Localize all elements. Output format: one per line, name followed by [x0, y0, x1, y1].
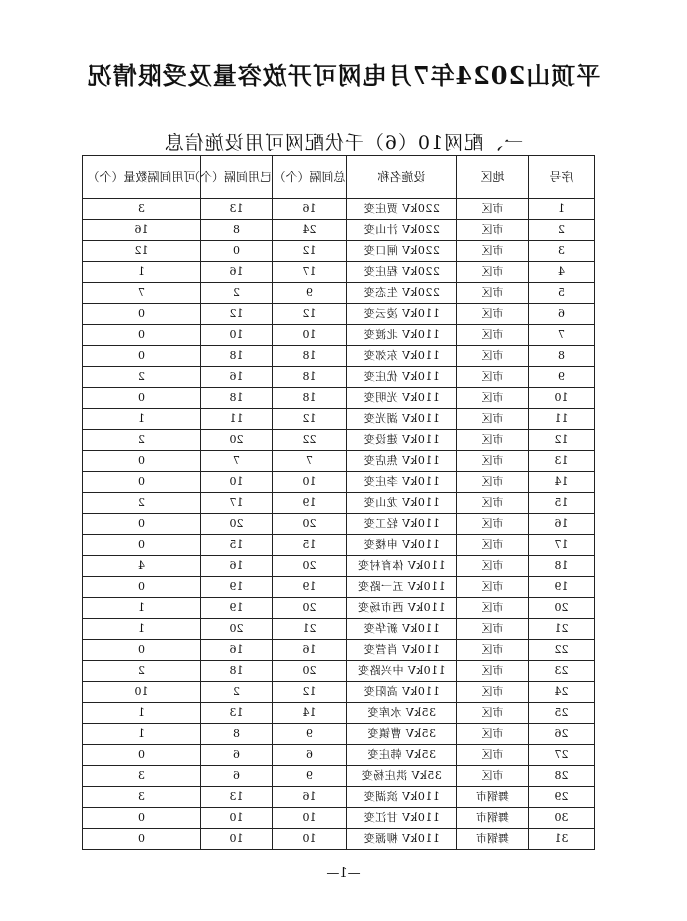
- section-title: 一、配网10（6）千伏配网可用设施信息: [163, 132, 524, 154]
- table-row: [83, 451, 595, 472]
- cell-facility: 110kV 滨湖变: [347, 787, 457, 808]
- cell-used: 20: [201, 619, 273, 640]
- cell-used: 13: [201, 703, 273, 724]
- cell-available: 0: [83, 451, 201, 472]
- cell-available: 12: [83, 241, 201, 262]
- cell-used: 16: [201, 556, 273, 577]
- cell-available: 2: [83, 661, 201, 682]
- cell-facility: 110kV 优庄变: [347, 367, 457, 388]
- cell-seq: 1: [529, 199, 595, 220]
- table-row: [83, 640, 595, 661]
- cell-seq: 31: [529, 829, 595, 850]
- cell-facility: 220kV 汁山变: [347, 220, 457, 241]
- cell-total: 10: [273, 472, 347, 493]
- cell-facility: 110kV 肖营变: [347, 640, 457, 661]
- cell-seq: 15: [529, 493, 595, 514]
- cell-seq: 7: [529, 325, 595, 346]
- cell-seq: 14: [529, 472, 595, 493]
- cell-seq: 25: [529, 703, 595, 724]
- cell-total: 6: [273, 745, 347, 766]
- table-row: [83, 262, 595, 283]
- facility-table: [82, 155, 595, 850]
- document-title: 平顶山2024年7月电网可开放容量及受限情况: [86, 61, 601, 90]
- table-row: [83, 241, 595, 262]
- table-row: [83, 619, 595, 640]
- cell-total: 20: [273, 514, 347, 535]
- cell-total: 19: [273, 493, 347, 514]
- cell-region: 市区: [457, 241, 529, 262]
- cell-total: 12: [273, 682, 347, 703]
- cell-facility: 220kV 生态变: [347, 283, 457, 304]
- cell-total: 12: [273, 304, 347, 325]
- cell-available: 1: [83, 262, 201, 283]
- cell-available: 0: [83, 346, 201, 367]
- cell-facility: 110kV 五一路变: [347, 577, 457, 598]
- cell-available: 2: [83, 367, 201, 388]
- cell-region: 市区: [457, 598, 529, 619]
- cell-seq: 16: [529, 514, 595, 535]
- cell-total: 21: [273, 619, 347, 640]
- cell-facility: 110kV 凌云变: [347, 304, 457, 325]
- cell-total: 16: [273, 199, 347, 220]
- table-row: [83, 325, 595, 346]
- cell-seq: 8: [529, 346, 595, 367]
- cell-used: 18: [201, 388, 273, 409]
- table-row: [83, 661, 595, 682]
- cell-total: 19: [273, 577, 347, 598]
- cell-facility: 35kV 韩庄变: [347, 745, 457, 766]
- cell-region: 舞钢市: [457, 808, 529, 829]
- cell-used: 13: [201, 787, 273, 808]
- cell-used: 11: [201, 409, 273, 430]
- cell-used: 6: [201, 745, 273, 766]
- cell-region: 市区: [457, 577, 529, 598]
- cell-total: 20: [273, 598, 347, 619]
- table-row: [83, 703, 595, 724]
- cell-region: 市区: [457, 556, 529, 577]
- cell-total: 12: [273, 241, 347, 262]
- table-row: [83, 766, 595, 787]
- page-number: —1—: [326, 866, 361, 881]
- cell-facility: 110kV 焦店变: [347, 451, 457, 472]
- cell-total: 12: [273, 409, 347, 430]
- cell-available: 3: [83, 766, 201, 787]
- cell-facility: 110kV 北渡变: [347, 325, 457, 346]
- cell-region: 市区: [457, 199, 529, 220]
- table-row: [83, 808, 595, 829]
- cell-region: 市区: [457, 724, 529, 745]
- cell-available: 0: [83, 640, 201, 661]
- table-row: [83, 577, 595, 598]
- cell-seq: 12: [529, 430, 595, 451]
- header-region: 地区: [457, 156, 529, 199]
- cell-total: 16: [273, 640, 347, 661]
- cell-available: 0: [83, 577, 201, 598]
- cell-region: 市区: [457, 262, 529, 283]
- cell-total: 9: [273, 724, 347, 745]
- cell-total: 7: [273, 451, 347, 472]
- cell-seq: 13: [529, 451, 595, 472]
- cell-seq: 3: [529, 241, 595, 262]
- cell-facility: 220kV 贾庄变: [347, 199, 457, 220]
- cell-used: 6: [201, 766, 273, 787]
- cell-facility: 110kV 西市场变: [347, 598, 457, 619]
- cell-region: 市区: [457, 304, 529, 325]
- table-row: [83, 829, 595, 850]
- cell-region: 市区: [457, 640, 529, 661]
- cell-available: 2: [83, 493, 201, 514]
- cell-region: 市区: [457, 430, 529, 451]
- cell-available: 4: [83, 556, 201, 577]
- cell-seq: 18: [529, 556, 595, 577]
- cell-total: 10: [273, 325, 347, 346]
- cell-facility: 35kV 洪庄杨变: [347, 766, 457, 787]
- cell-available: 0: [83, 535, 201, 556]
- cell-seq: 10: [529, 388, 595, 409]
- table-row: [83, 493, 595, 514]
- cell-region: 市区: [457, 409, 529, 430]
- cell-region: 市区: [457, 661, 529, 682]
- cell-total: 14: [273, 703, 347, 724]
- cell-seq: 21: [529, 619, 595, 640]
- cell-seq: 24: [529, 682, 595, 703]
- cell-region: 市区: [457, 619, 529, 640]
- cell-total: 24: [273, 220, 347, 241]
- cell-total: 17: [273, 262, 347, 283]
- cell-used: 2: [201, 283, 273, 304]
- cell-used: 13: [201, 199, 273, 220]
- table-row: [83, 514, 595, 535]
- cell-facility: 110kV 湖光变: [347, 409, 457, 430]
- cell-available: 0: [83, 808, 201, 829]
- header-seq: 序号: [529, 156, 595, 199]
- cell-available: 1: [83, 409, 201, 430]
- table-row: [83, 367, 595, 388]
- cell-region: 市区: [457, 703, 529, 724]
- cell-region: 舞钢市: [457, 787, 529, 808]
- cell-seq: 28: [529, 766, 595, 787]
- cell-used: 16: [201, 640, 273, 661]
- cell-facility: 110kV 柳源变: [347, 829, 457, 850]
- cell-facility: 110kV 轻工变: [347, 514, 457, 535]
- cell-total: 18: [273, 388, 347, 409]
- cell-total: 20: [273, 556, 347, 577]
- table-row: [83, 220, 595, 241]
- cell-used: 20: [201, 430, 273, 451]
- table-row: [83, 472, 595, 493]
- cell-region: 市区: [457, 283, 529, 304]
- cell-used: 19: [201, 577, 273, 598]
- table-row: [83, 199, 595, 220]
- table-row: [83, 409, 595, 430]
- table-row: [83, 283, 595, 304]
- cell-used: 8: [201, 220, 273, 241]
- header-facility: 设施名称: [347, 156, 457, 199]
- cell-used: 18: [201, 661, 273, 682]
- cell-region: 市区: [457, 682, 529, 703]
- cell-region: 市区: [457, 493, 529, 514]
- table-row: [83, 682, 595, 703]
- cell-available: 7: [83, 283, 201, 304]
- cell-region: 市区: [457, 472, 529, 493]
- cell-facility: 110kV 李庄变: [347, 472, 457, 493]
- cell-used: 2: [201, 682, 273, 703]
- cell-used: 15: [201, 535, 273, 556]
- cell-used: 10: [201, 808, 273, 829]
- table-row: [83, 745, 595, 766]
- cell-total: 10: [273, 808, 347, 829]
- header-available: 可用间隔数量（个）: [83, 156, 201, 199]
- cell-facility: 35kV 曹镇变: [347, 724, 457, 745]
- cell-region: 市区: [457, 745, 529, 766]
- cell-available: 16: [83, 220, 201, 241]
- cell-available: 0: [83, 472, 201, 493]
- table-row: [83, 430, 595, 451]
- table-row: [83, 787, 595, 808]
- cell-seq: 27: [529, 745, 595, 766]
- table-row: [83, 388, 595, 409]
- cell-seq: 4: [529, 262, 595, 283]
- cell-seq: 30: [529, 808, 595, 829]
- cell-used: 0: [201, 241, 273, 262]
- cell-region: 市区: [457, 535, 529, 556]
- cell-available: 3: [83, 787, 201, 808]
- cell-seq: 26: [529, 724, 595, 745]
- cell-used: 17: [201, 493, 273, 514]
- cell-facility: 110kV 中兴路变: [347, 661, 457, 682]
- table-row: [83, 346, 595, 367]
- cell-available: 0: [83, 745, 201, 766]
- header-total: 总间隔（个）: [273, 156, 347, 199]
- cell-available: 0: [83, 325, 201, 346]
- cell-available: 10: [83, 682, 201, 703]
- cell-facility: 220kV 程庄变: [347, 262, 457, 283]
- cell-used: 10: [201, 829, 273, 850]
- cell-available: 1: [83, 703, 201, 724]
- cell-available: 3: [83, 199, 201, 220]
- cell-region: 市区: [457, 367, 529, 388]
- cell-used: 12: [201, 304, 273, 325]
- cell-available: 0: [83, 829, 201, 850]
- cell-used: 16: [201, 262, 273, 283]
- cell-total: 18: [273, 367, 347, 388]
- cell-facility: 110kV 龙山变: [347, 493, 457, 514]
- cell-facility: 110kV 光明变: [347, 388, 457, 409]
- table-row: [83, 724, 595, 745]
- cell-seq: 11: [529, 409, 595, 430]
- table-row: [83, 598, 595, 619]
- cell-used: 10: [201, 472, 273, 493]
- cell-available: 0: [83, 388, 201, 409]
- cell-seq: 23: [529, 661, 595, 682]
- cell-used: 18: [201, 346, 273, 367]
- cell-total: 15: [273, 535, 347, 556]
- cell-available: 1: [83, 724, 201, 745]
- cell-region: 市区: [457, 388, 529, 409]
- cell-total: 22: [273, 430, 347, 451]
- table-row: [83, 304, 595, 325]
- table-row: [83, 556, 595, 577]
- cell-facility: 35kV 水库变: [347, 703, 457, 724]
- cell-available: 0: [83, 304, 201, 325]
- cell-region: 市区: [457, 220, 529, 241]
- cell-facility: 110kV 新华变: [347, 619, 457, 640]
- cell-region: 市区: [457, 346, 529, 367]
- cell-region: 市区: [457, 451, 529, 472]
- cell-seq: 20: [529, 598, 595, 619]
- cell-total: 9: [273, 283, 347, 304]
- cell-available: 2: [83, 430, 201, 451]
- cell-available: 0: [83, 514, 201, 535]
- cell-total: 10: [273, 829, 347, 850]
- cell-used: 7: [201, 451, 273, 472]
- cell-available: 1: [83, 619, 201, 640]
- cell-facility: 110kV 申楼变: [347, 535, 457, 556]
- cell-region: 市区: [457, 766, 529, 787]
- cell-facility: 110kV 甘江变: [347, 808, 457, 829]
- cell-facility: 110kV 东郊变: [347, 346, 457, 367]
- cell-seq: 17: [529, 535, 595, 556]
- cell-seq: 6: [529, 304, 595, 325]
- cell-seq: 22: [529, 640, 595, 661]
- table-row: [83, 535, 595, 556]
- cell-facility: 110kV 高阳变: [347, 682, 457, 703]
- cell-region: 市区: [457, 325, 529, 346]
- cell-seq: 5: [529, 283, 595, 304]
- table-body: [83, 199, 595, 850]
- cell-facility: 110kV 体育村变: [347, 556, 457, 577]
- header-used: 已用间隔（个）: [201, 156, 273, 199]
- cell-used: 20: [201, 514, 273, 535]
- cell-total: 18: [273, 346, 347, 367]
- cell-facility: 220kV 闸口变: [347, 241, 457, 262]
- cell-region: 市区: [457, 514, 529, 535]
- cell-used: 8: [201, 724, 273, 745]
- cell-available: 1: [83, 598, 201, 619]
- cell-seq: 2: [529, 220, 595, 241]
- cell-total: 20: [273, 661, 347, 682]
- cell-seq: 9: [529, 367, 595, 388]
- cell-total: 9: [273, 766, 347, 787]
- cell-seq: 19: [529, 577, 595, 598]
- cell-seq: 29: [529, 787, 595, 808]
- cell-used: 16: [201, 367, 273, 388]
- cell-facility: 110kV 建设变: [347, 430, 457, 451]
- cell-used: 10: [201, 325, 273, 346]
- cell-used: 19: [201, 598, 273, 619]
- cell-total: 16: [273, 787, 347, 808]
- cell-region: 舞钢市: [457, 829, 529, 850]
- table-header-row: [83, 156, 595, 199]
